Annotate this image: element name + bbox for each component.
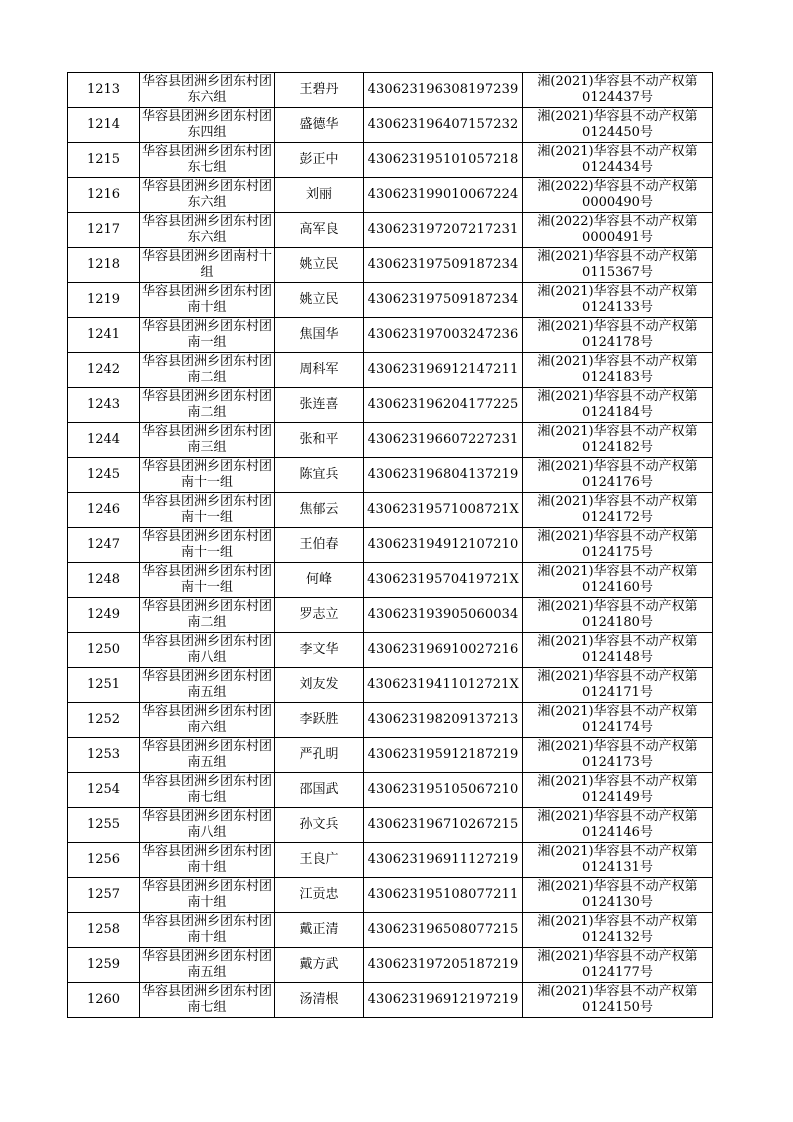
owner-name-cell: 刘丽 [275,178,364,213]
owner-name-cell: 周科军 [275,353,364,388]
address-cell: 华容县团洲乡团东村团南三组 [140,423,275,458]
owner-name-cell: 姚立民 [275,248,364,283]
serial-number-cell: 1255 [68,808,140,843]
address-cell: 华容县团洲乡团东村团南十组 [140,843,275,878]
certificate-number-cell: 湘(2022)华容县不动产权第0000490号 [523,178,713,213]
address-cell: 华容县团洲乡团东村团南六组 [140,703,275,738]
serial-number-cell: 1250 [68,633,140,668]
table-row [68,528,713,563]
certificate-number-cell: 湘(2021)华容县不动产权第0124183号 [523,353,713,388]
certificate-number-cell: 湘(2021)华容县不动产权第0124160号 [523,563,713,598]
certificate-number-cell: 湘(2021)华容县不动产权第0124172号 [523,493,713,528]
table-row [68,703,713,738]
serial-number-cell: 1217 [68,213,140,248]
id-number-cell: 430623196407157232 [364,108,523,143]
table-row [68,458,713,493]
table-row [68,353,713,388]
owner-name-cell: 严孔明 [275,738,364,773]
certificate-number-cell: 湘(2021)华容县不动产权第0124177号 [523,948,713,983]
id-number-cell: 430623196607227231 [364,423,523,458]
table-row [68,213,713,248]
table-row [68,73,713,108]
id-number-cell: 430623197207217231 [364,213,523,248]
owner-name-cell: 张连喜 [275,388,364,423]
address-cell: 华容县团洲乡团东村团南二组 [140,598,275,633]
serial-number-cell: 1256 [68,843,140,878]
table-row [68,808,713,843]
id-number-cell: 43062319570419721X [364,563,523,598]
serial-number-cell: 1257 [68,878,140,913]
serial-number-cell: 1246 [68,493,140,528]
registry-table-body [68,73,713,1018]
serial-number-cell: 1254 [68,773,140,808]
address-cell: 华容县团洲乡团东村团东六组 [140,213,275,248]
owner-name-cell: 李文华 [275,633,364,668]
address-cell: 华容县团洲乡团东村团东四组 [140,108,275,143]
id-number-cell: 430623197509187234 [364,248,523,283]
serial-number-cell: 1214 [68,108,140,143]
id-number-cell: 430623199010067224 [364,178,523,213]
owner-name-cell: 王良广 [275,843,364,878]
table-row [68,598,713,633]
address-cell: 华容县团洲乡团东村团南十一组 [140,528,275,563]
serial-number-cell: 1216 [68,178,140,213]
table-row [68,318,713,353]
id-number-cell: 430623196710267215 [364,808,523,843]
serial-number-cell: 1258 [68,913,140,948]
certificate-number-cell: 湘(2021)华容县不动产权第0124173号 [523,738,713,773]
serial-number-cell: 1248 [68,563,140,598]
certificate-number-cell: 湘(2022)华容县不动产权第0000491号 [523,213,713,248]
owner-name-cell: 江贡忠 [275,878,364,913]
certificate-number-cell: 湘(2021)华容县不动产权第0124148号 [523,633,713,668]
certificate-number-cell: 湘(2021)华容县不动产权第0124171号 [523,668,713,703]
serial-number-cell: 1213 [68,73,140,108]
address-cell: 华容县团洲乡团东村团南十一组 [140,493,275,528]
serial-number-cell: 1260 [68,983,140,1018]
table-row [68,563,713,598]
id-number-cell: 430623197509187234 [364,283,523,318]
certificate-number-cell: 湘(2021)华容县不动产权第0124149号 [523,773,713,808]
address-cell: 华容县团洲乡团东村团南十组 [140,913,275,948]
serial-number-cell: 1215 [68,143,140,178]
address-cell: 华容县团洲乡团东村团南五组 [140,668,275,703]
address-cell: 华容县团洲乡团东村团南八组 [140,808,275,843]
id-number-cell: 430623195105067210 [364,773,523,808]
serial-number-cell: 1252 [68,703,140,738]
id-number-cell: 430623197003247236 [364,318,523,353]
address-cell: 华容县团洲乡团东村团南五组 [140,948,275,983]
id-number-cell: 430623195108077211 [364,878,523,913]
table-row [68,178,713,213]
address-cell: 华容县团洲乡团东村团南七组 [140,983,275,1018]
certificate-number-cell: 湘(2021)华容县不动产权第0124175号 [523,528,713,563]
owner-name-cell: 焦国华 [275,318,364,353]
id-number-cell: 430623197205187219 [364,948,523,983]
table-row [68,738,713,773]
serial-number-cell: 1244 [68,423,140,458]
table-row [68,248,713,283]
address-cell: 华容县团洲乡团东村团东六组 [140,73,275,108]
id-number-cell: 430623196912197219 [364,983,523,1018]
address-cell: 华容县团洲乡团东村团南七组 [140,773,275,808]
address-cell: 华容县团洲乡团东村团南十一组 [140,458,275,493]
certificate-number-cell: 湘(2021)华容县不动产权第0124176号 [523,458,713,493]
certificate-number-cell: 湘(2021)华容县不动产权第0124130号 [523,878,713,913]
table-row [68,493,713,528]
certificate-number-cell: 湘(2021)华容县不动产权第0124133号 [523,283,713,318]
address-cell: 华容县团洲乡团南村十组 [140,248,275,283]
owner-name-cell: 罗志立 [275,598,364,633]
serial-number-cell: 1253 [68,738,140,773]
certificate-number-cell: 湘(2021)华容县不动产权第0124174号 [523,703,713,738]
certificate-number-cell: 湘(2021)华容县不动产权第0124434号 [523,143,713,178]
address-cell: 华容县团洲乡团东村团南八组 [140,633,275,668]
address-cell: 华容县团洲乡团东村团南二组 [140,353,275,388]
owner-name-cell: 何峰 [275,563,364,598]
address-cell: 华容县团洲乡团东村团南五组 [140,738,275,773]
id-number-cell: 430623196508077215 [364,913,523,948]
serial-number-cell: 1243 [68,388,140,423]
certificate-number-cell: 湘(2021)华容县不动产权第0124178号 [523,318,713,353]
owner-name-cell: 陈宜兵 [275,458,364,493]
certificate-number-cell: 湘(2021)华容县不动产权第0124182号 [523,423,713,458]
certificate-number-cell: 湘(2021)华容县不动产权第0124180号 [523,598,713,633]
address-cell: 华容县团洲乡团东村团南十组 [140,878,275,913]
owner-name-cell: 邵国武 [275,773,364,808]
table-row [68,773,713,808]
table-row [68,878,713,913]
table-row [68,108,713,143]
id-number-cell: 430623196804137219 [364,458,523,493]
serial-number-cell: 1259 [68,948,140,983]
id-number-cell: 430623196910027216 [364,633,523,668]
owner-name-cell: 王伯春 [275,528,364,563]
table-row [68,423,713,458]
address-cell: 华容县团洲乡团东村团南一组 [140,318,275,353]
owner-name-cell: 张和平 [275,423,364,458]
id-number-cell: 43062319411012721X [364,668,523,703]
serial-number-cell: 1219 [68,283,140,318]
serial-number-cell: 1249 [68,598,140,633]
address-cell: 华容县团洲乡团东村团南十组 [140,283,275,318]
owner-name-cell: 高军良 [275,213,364,248]
table-row [68,983,713,1018]
serial-number-cell: 1247 [68,528,140,563]
owner-name-cell: 刘友发 [275,668,364,703]
id-number-cell: 430623193905060034 [364,598,523,633]
id-number-cell: 430623196204177225 [364,388,523,423]
address-cell: 华容县团洲乡团东村团南十一组 [140,563,275,598]
owner-name-cell: 戴方武 [275,948,364,983]
owner-name-cell: 王碧丹 [275,73,364,108]
owner-name-cell: 盛德华 [275,108,364,143]
serial-number-cell: 1218 [68,248,140,283]
serial-number-cell: 1242 [68,353,140,388]
certificate-number-cell: 湘(2021)华容县不动产权第0124131号 [523,843,713,878]
id-number-cell: 430623198209137213 [364,703,523,738]
serial-number-cell: 1241 [68,318,140,353]
address-cell: 华容县团洲乡团东村团南二组 [140,388,275,423]
id-number-cell: 430623194912107210 [364,528,523,563]
certificate-number-cell: 湘(2021)华容县不动产权第0115367号 [523,248,713,283]
certificate-number-cell: 湘(2021)华容县不动产权第0124132号 [523,913,713,948]
certificate-number-cell: 湘(2021)华容县不动产权第0124450号 [523,108,713,143]
id-number-cell: 430623195101057218 [364,143,523,178]
registry-table [67,72,713,1018]
table-row [68,633,713,668]
owner-name-cell: 戴正清 [275,913,364,948]
id-number-cell: 430623195912187219 [364,738,523,773]
table-row [68,843,713,878]
table-row [68,913,713,948]
certificate-number-cell: 湘(2021)华容县不动产权第0124150号 [523,983,713,1018]
id-number-cell: 430623196308197239 [364,73,523,108]
address-cell: 华容县团洲乡团东村团东七组 [140,143,275,178]
owner-name-cell: 汤清根 [275,983,364,1018]
table-row [68,143,713,178]
table-row [68,668,713,703]
serial-number-cell: 1245 [68,458,140,493]
serial-number-cell: 1251 [68,668,140,703]
owner-name-cell: 彭正中 [275,143,364,178]
table-row [68,388,713,423]
id-number-cell: 43062319571008721X [364,493,523,528]
owner-name-cell: 焦郁云 [275,493,364,528]
certificate-number-cell: 湘(2021)华容县不动产权第0124146号 [523,808,713,843]
certificate-number-cell: 湘(2021)华容县不动产权第0124437号 [523,73,713,108]
id-number-cell: 430623196912147211 [364,353,523,388]
address-cell: 华容县团洲乡团东村团东六组 [140,178,275,213]
owner-name-cell: 姚立民 [275,283,364,318]
owner-name-cell: 孙文兵 [275,808,364,843]
table-row [68,948,713,983]
owner-name-cell: 李跃胜 [275,703,364,738]
table-row [68,283,713,318]
id-number-cell: 430623196911127219 [364,843,523,878]
certificate-number-cell: 湘(2021)华容县不动产权第0124184号 [523,388,713,423]
